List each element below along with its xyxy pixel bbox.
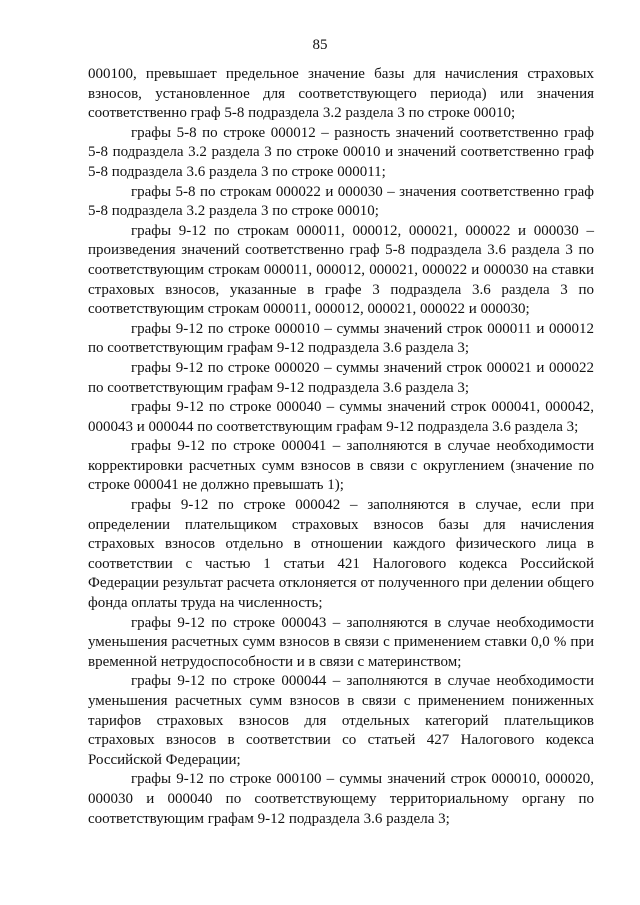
body-text: [88, 65, 594, 829]
page-number: 85: [312, 37, 328, 53]
paragraph: графы 5-8 по строке 000012 – разность значений соответственно граф 5-8 подраздела 3.2 раздела 3 по строке 00010 и значений соответственно граф 5-8 подраздела 3.6 раздела 3 по строке 000011;: [88, 124, 594, 180]
paragraph: графы 9-12 по строкам 000011, 000012, 000021, 000022 и 000030 – произведения значений соответственно граф 5-8 подраздела 3.6 раздела 3 по соответствующим строкам 000011, 000012, 000021, 000022 и 000030 на ставки страховых взносов, указанные в графе 3 подраздела 3.6 раздела 3 по соответствующим строкам 000011, 000012, 000021, 000022 и 000030;: [88, 222, 594, 318]
paragraph: графы 9-12 по строке 000042 – заполняются в случае, если при определении плательщиком страховых взносов базы для начисления страховых взносов отдельно в отношении каждого физического лица в соответствии с частью 1 статьи 421 Налогового кодекса Российской Федерации результат расчета отклоняется от полученного при делении общего фонда оплаты труда на численность;: [88, 497, 594, 612]
paragraph: графы 9-12 по строке 000020 – суммы значений строк 000021 и 000022 по соответствующим графам 9-12 подраздела 3.6 раздела 3;: [88, 359, 594, 396]
paragraph: графы 9-12 по строке 000043 – заполняются в случае необходимости уменьшения расчетных сумм взносов в связи с применением ставки 0,0 % при временной нетрудоспособности и в связи с материнством;: [88, 614, 594, 670]
paragraph: графы 9-12 по строке 000010 – суммы значений строк 000011 и 000012 по соответствующим графам 9-12 подраздела 3.6 раздела 3;: [88, 320, 594, 357]
paragraph: графы 9-12 по строке 000041 – заполняются в случае необходимости корректировки расчетных сумм взносов в связи с округлением (значение по строке 000041 не должно превышать 1);: [88, 438, 594, 494]
paragraph-continuation: 000100, превышает предельное значение базы для начисления страховых взносов, установленное для соответствующего периода) или значения соответственно граф 5-8 подраздела 3.2 раздела 3 по строке 00010;: [88, 66, 594, 122]
paragraph: графы 5-8 по строкам 000022 и 000030 – значения соответственно граф 5-8 подраздела 3.2 раздела 3 по строке 00010;: [88, 183, 594, 220]
paragraph: графы 9-12 по строке 000100 – суммы значений строк 000010, 000020, 000030 и 000040 по соответствующему территориальному органу по соответствующим графам 9-12 подраздела 3.6 раздела 3;: [88, 771, 594, 827]
paragraph: графы 9-12 по строке 000040 – суммы значений строк 000041, 000042, 000043 и 000044 по соответствующим графам 9-12 подраздела 3.6 раздела 3;: [88, 399, 594, 435]
paragraph: графы 9-12 по строке 000044 – заполняются в случае необходимости уменьшения расчетных сумм взносов в связи с применением пониженных тарифов страховых взносов для отдельных категорий плательщиков страховых взносов в соответствии со статьей 427 Налогового кодекса Российской Федерации;: [88, 673, 594, 768]
